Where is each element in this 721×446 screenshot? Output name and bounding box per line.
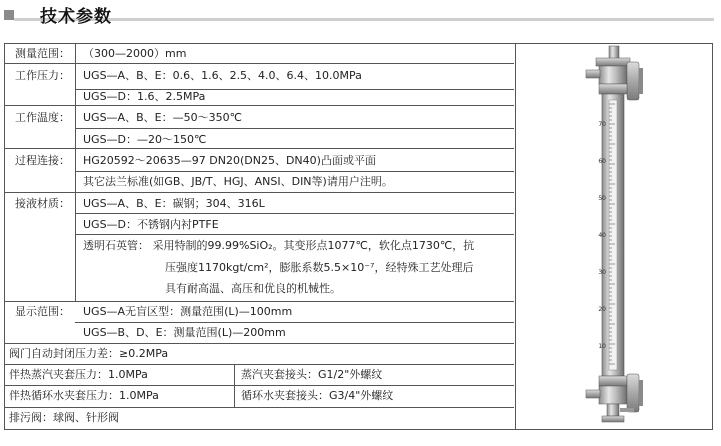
pressure-value-abe: UGS—A、B、E：0.6、1.6、2.5、4.0、6.4、10.0MPa (83, 69, 362, 82)
range-value: （300—2000）mm (83, 47, 187, 60)
page-title: 技术参数 (40, 7, 112, 27)
material-d: UGS—D：不锈钢内衬PTFE (83, 218, 219, 231)
drain-lever (620, 408, 634, 412)
spec-table (4, 43, 713, 430)
top-valve-body (599, 66, 627, 84)
quartz-tube-line-3: 具有耐高温、高压和优良的机械性。 (165, 282, 341, 295)
material-label: 接液材质： (15, 197, 70, 210)
row-divider (5, 63, 514, 64)
display-range-label: 显示范围： (15, 305, 70, 318)
connection-label: 过程连接： (15, 154, 70, 167)
steam-jacket-pressure: 伴热蒸汽夹套压力：1.0MPa (9, 368, 148, 381)
temperature-value-d: UGS—D：—20～150℃ (83, 133, 207, 146)
header-underline (14, 18, 714, 21)
pressure-label: 工作压力： (15, 69, 70, 82)
split-column-divider (234, 364, 235, 407)
row-divider (5, 105, 514, 106)
steam-jacket-joint: 蒸汽夹套接头：G1/2"外螺纹 (241, 368, 383, 381)
range-label: 测量范围： (15, 47, 70, 60)
bottom-valve-body (599, 386, 627, 404)
quartz-tube-line-2: 压强度1170kgt/cm²，膨胀系数5.5×10⁻⁷，经特殊工艺处理后 (165, 261, 474, 274)
scale-label: 70 (598, 121, 606, 128)
scale-label: 20 (598, 306, 606, 313)
top-collar (599, 84, 627, 94)
bottom-side-flange (627, 374, 639, 412)
level-gauge-illustration (516, 44, 713, 429)
spec-table-left (5, 44, 514, 429)
display-range-bde: UGS—B、D、E：测量范围(L)—200mm (83, 326, 286, 339)
bottom-handle (586, 390, 600, 398)
material-abe: UGS—A、B、E：碳钢；304、316L (83, 197, 265, 210)
scale-label: 30 (598, 269, 606, 276)
pressure-value-d: UGS—D：1.6、2.5MPa (83, 90, 206, 103)
temperature-value-abe: UGS—A、B、E：—50～350℃ (83, 111, 242, 124)
drain-stem (607, 404, 619, 416)
row-divider (5, 148, 514, 149)
row-divider (75, 128, 514, 129)
display-range-a: UGS—A无盲区型：测量范围(L)—100mm (83, 305, 293, 318)
connection-standard: HG20592～20635—97 DN20(DN25、DN40)凸面或平面 (83, 154, 376, 167)
temperature-label: 工作温度： (15, 111, 70, 124)
bottom-collar (599, 376, 627, 386)
header-marker (4, 10, 14, 20)
scale-label: 40 (598, 232, 606, 239)
top-handle (586, 70, 600, 78)
scale-label: 10 (598, 343, 606, 350)
drain-valve: 排污阀：球阀、针形阀 (9, 411, 119, 424)
circulating-jacket-joint: 循环水夹套接头：G3/4"外螺纹 (241, 389, 394, 402)
drain-cap (602, 416, 624, 422)
glass-window (609, 100, 617, 370)
top-flange-face (639, 68, 643, 94)
product-image-panel (515, 44, 713, 429)
circulating-jacket-pressure: 伴热循环水夹套压力：1.0MPa (9, 389, 159, 402)
quartz-tube-line-1: 透明石英管： 采用特制的99.99%SiO₂。其变形点1077℃，软化点1730℃，抗 (83, 239, 475, 252)
label-column-divider (75, 44, 76, 301)
scale-label: 60 (598, 158, 606, 165)
row-divider (5, 192, 514, 193)
bottom-flange-face (639, 380, 643, 406)
top-side-flange (627, 62, 639, 100)
connection-note: 其它法兰标准(如GB、JB/T、HGJ、ANSI、DIN等)请用户注明。 (83, 175, 393, 188)
top-cap (596, 58, 630, 66)
scale-label: 50 (598, 195, 606, 202)
valve-seal-pressure: 阀门自动封闭压力差：≥0.2MPa (9, 347, 169, 360)
